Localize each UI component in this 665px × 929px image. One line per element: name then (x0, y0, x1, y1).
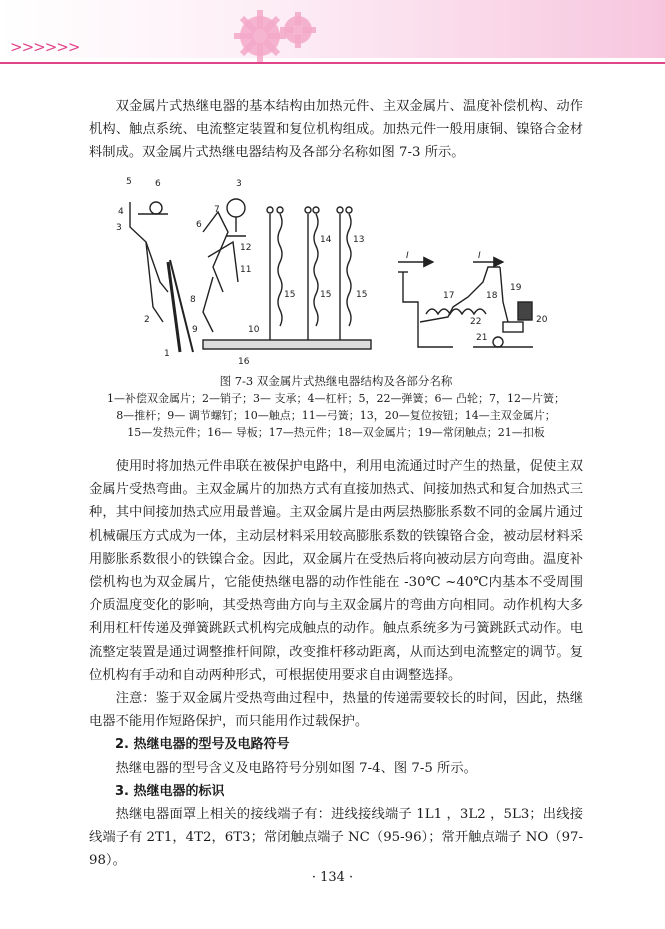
figure-label: 9 (192, 325, 198, 335)
figure-label: 3 (116, 223, 122, 233)
current-label: I (406, 251, 409, 261)
figure-label: 10 (248, 325, 260, 335)
section-heading-marking: 3. 热继电器的标识 (115, 783, 225, 799)
figure-label: 18 (486, 291, 498, 301)
figure-label: 1 (164, 349, 170, 359)
figure-caption (89, 373, 583, 441)
page-number: · 134 · (311, 870, 354, 885)
figure-label: 3 (236, 179, 242, 189)
figure-label: 20 (536, 315, 548, 325)
header-rule (0, 62, 665, 64)
figure-label: 17 (443, 291, 455, 301)
figure-label: 7 (214, 205, 220, 215)
figure-label: 5 (126, 177, 132, 187)
figure-label: 2 (144, 315, 150, 325)
figure-label: 22 (470, 317, 482, 327)
body-text (89, 455, 583, 873)
figure-caption-line: 15—发热元件；16— 导板；17—热元件；18—双金属片；19—常闭触点；21—扣板 (127, 426, 545, 439)
figure-label: 21 (476, 333, 488, 343)
current-label: I (478, 251, 481, 261)
relay-structure-figure (108, 172, 568, 372)
figure-caption-line: 8—推杆；9— 调节螺钉；10—触点；11—弓簧；13，20—复位按钮；14—主双金属片； (116, 409, 556, 422)
figure-label: 15 (284, 290, 296, 300)
chevron-icons: >>>>>> (10, 38, 80, 56)
figure-label: 8 (190, 295, 196, 305)
figure-label: 19 (510, 283, 522, 293)
working-principle-paragraph: 使用时将加热元件串联在被保护电路中，利用电流通过时产生的热量，促使主双金属片受热弯曲。主双金属片的加热方式有直接加热式、间接加热式和复合加热式三种，其中间接加热式应用最普遍。主双金属片是由两层热膨胀系数不同的金属片通过机械碾压方式成为一体，主动层材料采用较高膨胀系数的铁镍铬合金，被动层材料采用膨胀系数很小的铁镍合金。因此，双金属片在受热后将向被动层方向弯曲。温度补偿机构也为双金属片，它能使热继电器的动作性能在 -30℃ ~40℃内基本不受周围介质温度变化的影响，其受热弯曲方向与主双金属片的弯曲方向相同。动作机构大多利用杠杆传递及弹簧跳跃式机构完成触点的动作。触点系统多为弓簧跳跃式动作。电流整定装置是通过调整推杆间隙，改变推杆移动距离，从而达到电流整定的调节。复位机构有手动和自动两种形式，可根据使用要求自由调整选择。 (89, 459, 583, 683)
figure-label: 16 (238, 357, 250, 367)
figure-label: 12 (240, 243, 252, 253)
intro-paragraph: 双金属片式热继电器的基本结构由加热元件、主双金属片、温度补偿机构、动作机构、触点系统、电流整定装置和复位机构组成。加热元件一般用康铜、镍铬合金材料制成。双金属片式热继电器结构及各部分名称如图 7-3 所示。 (89, 99, 583, 161)
note-paragraph: 注意：鉴于双金属片受热弯曲过程中，热量的传递需要较长的时间，因此，热继电器不能用作短路保护，而只能用作过载保护。 (89, 691, 583, 730)
header-band (0, 0, 665, 58)
figure-label: 15 (320, 290, 332, 300)
figure-label: 6 (196, 220, 202, 230)
page-header (0, 0, 665, 78)
figure-caption-title: 图 7-3 双金属片式热继电器结构及各部分名称 (219, 374, 453, 388)
terminal-paragraph: 热继电器面罩上相关的接线端子有：进线接线端子 1L1 ，3L2 ，5L3；出线接线端子有 2T1，4T2，6T3；常闭触点端子 NC（95-96）；常开触点端子 NO（97-98）。 (89, 807, 583, 869)
compensation-lever (130, 202, 168, 292)
section-heading-model: 2. 热继电器的型号及电路符号 (115, 737, 290, 753)
intro-paragraph-block (89, 95, 583, 165)
figure-label: 14 (320, 235, 332, 245)
figure-label: 6 (155, 179, 161, 189)
figure-caption-line: 1—补偿双金属片；2—销子；3— 支承；4—杠杆；5，22—弹簧；6— 凸轮；7，12—片簧； (107, 392, 565, 405)
model-paragraph: 热继电器的型号含义及电路符号分别如图 7-4、图 7-5 所示。 (115, 760, 477, 776)
gear-decoration-icon (222, 6, 332, 66)
figure-label: 11 (240, 265, 252, 275)
figure-label: 15 (356, 290, 368, 300)
figure-label: 4 (118, 207, 124, 217)
figure-label: 13 (353, 235, 365, 245)
